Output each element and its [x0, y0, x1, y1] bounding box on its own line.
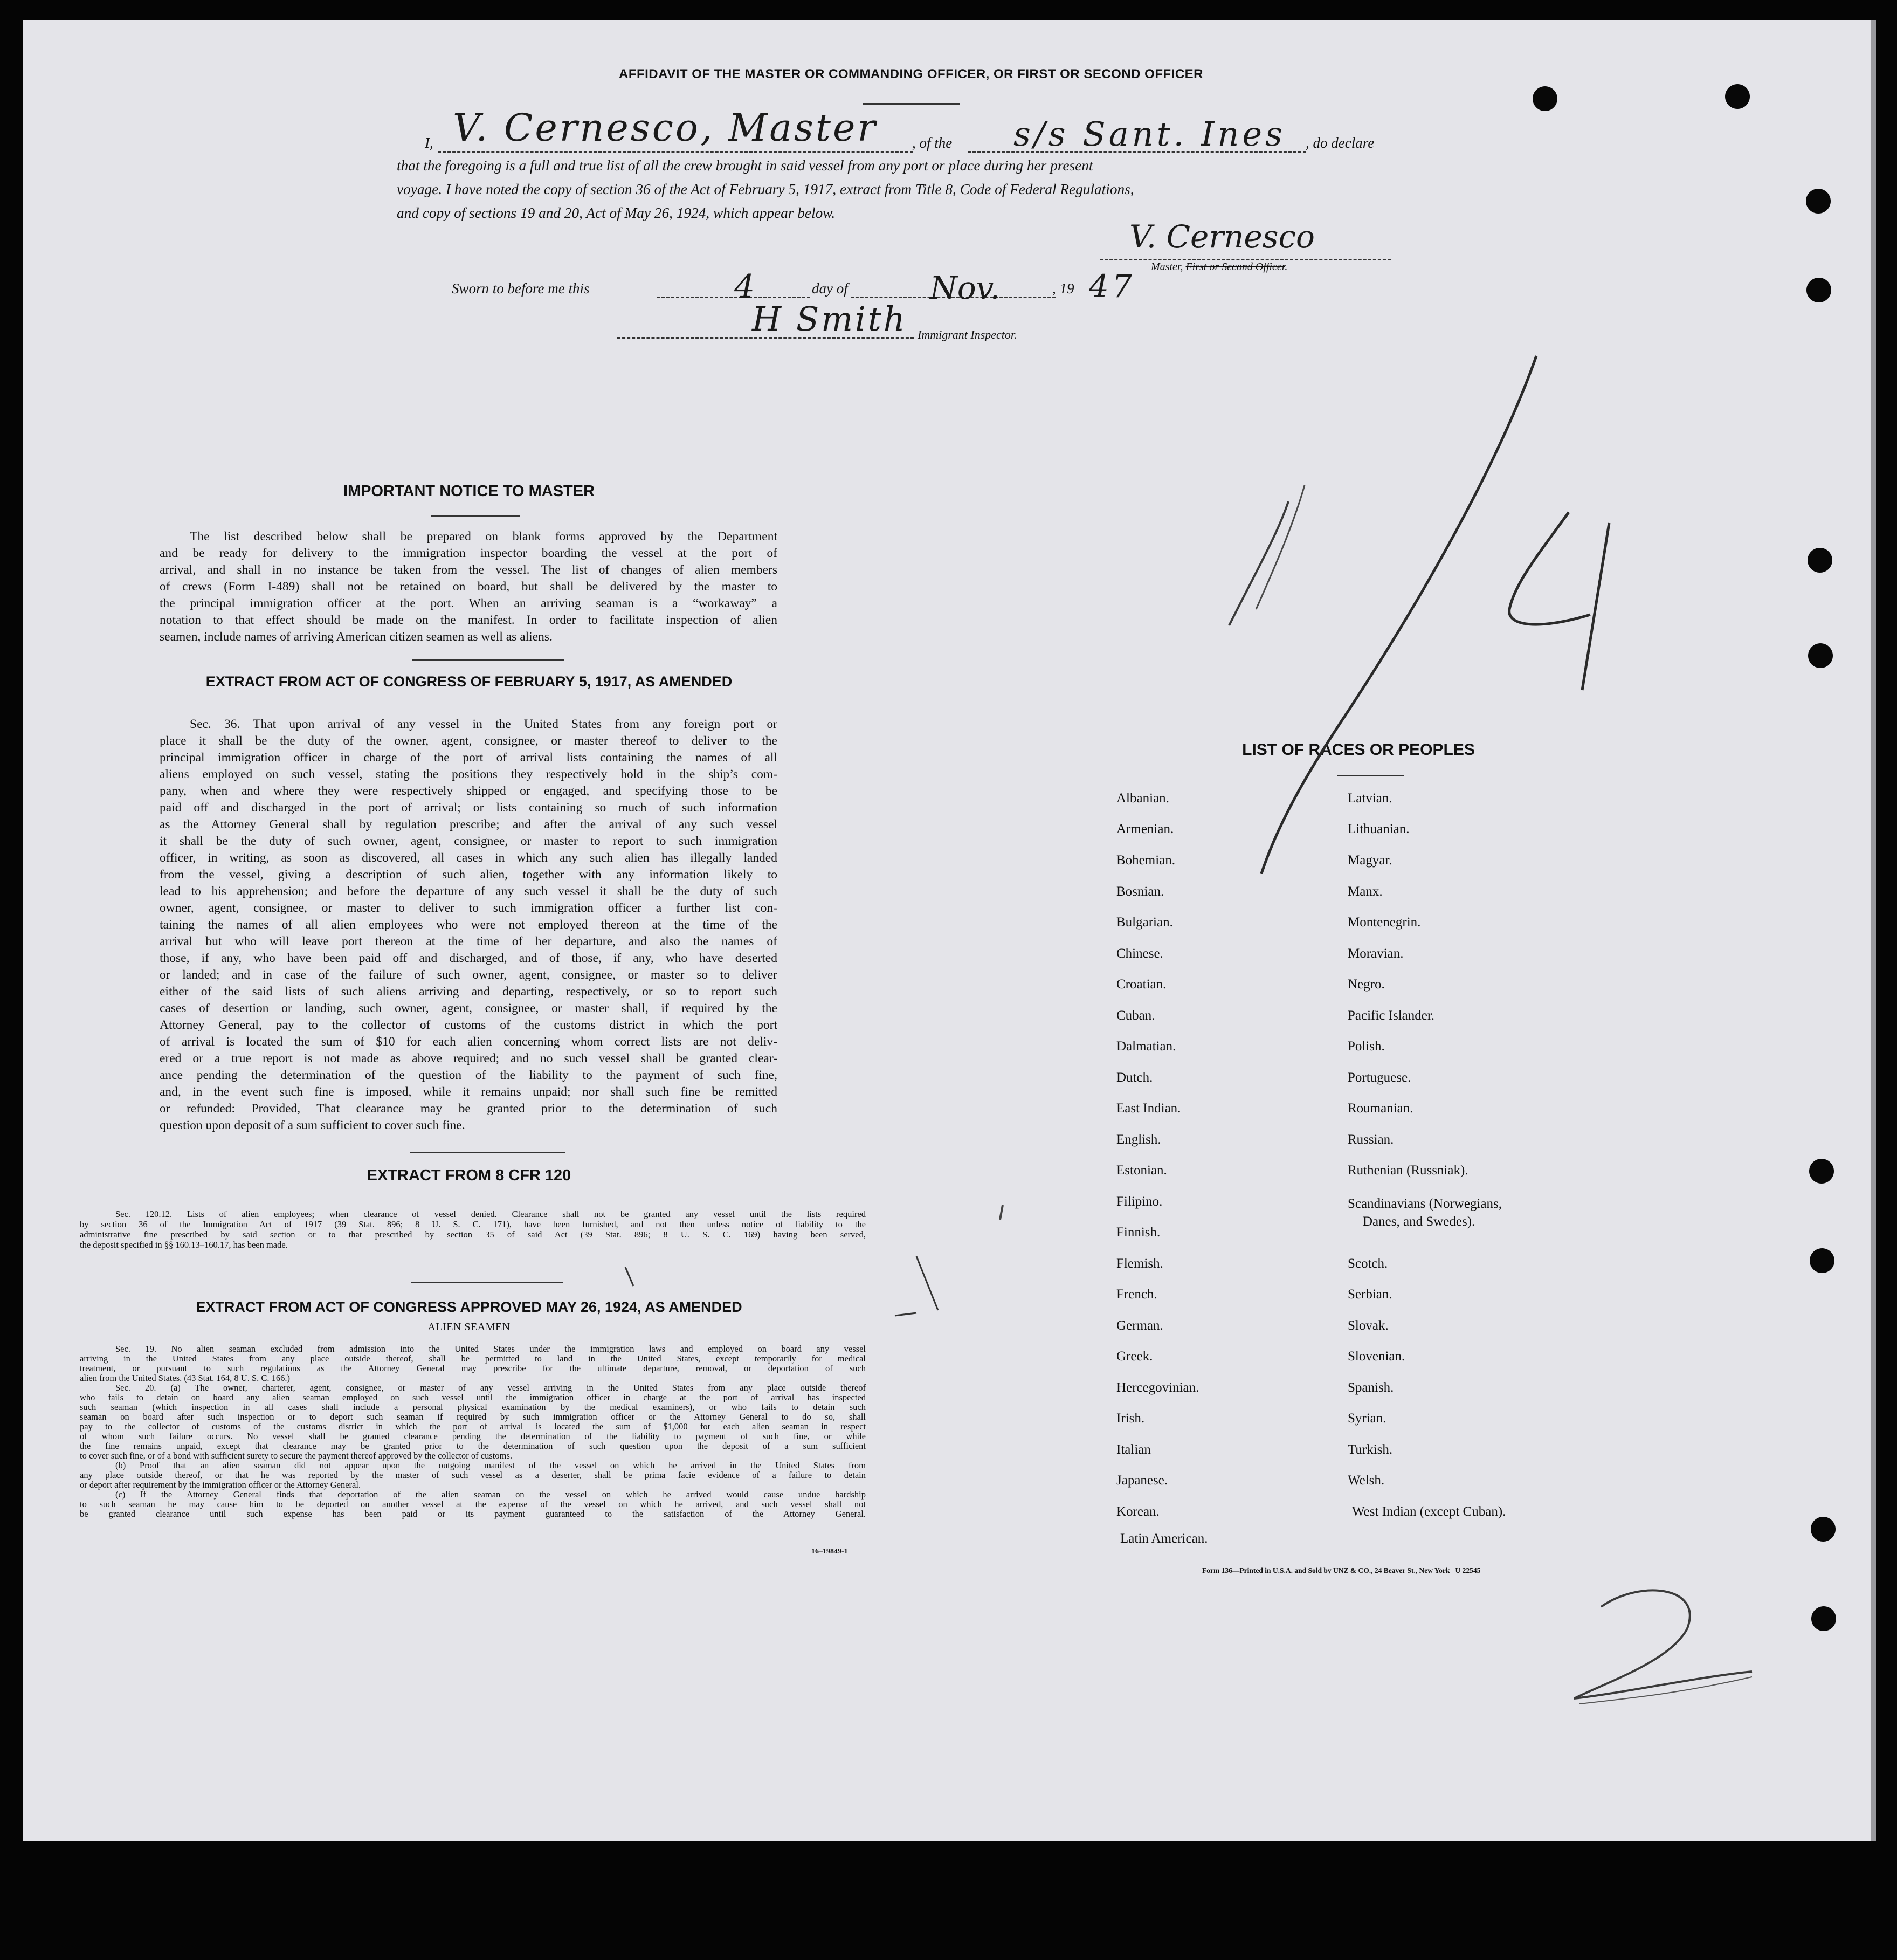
- act-1917-line: of arrival is located the sum of $10 for each alien concerning whom correct lists are not deliv-: [160, 1035, 777, 1049]
- signature-caption-struck: First or Second Officer: [1185, 261, 1285, 273]
- act-1924-line: or deport after requirement by the immigration officer or the Attorney General.: [80, 1480, 361, 1490]
- affidavit-of-the: , of the: [912, 135, 953, 151]
- affidavit-body-line2: voyage. I have noted the copy of section 36 of the Act of February 5, 1917, extract from Title 8, Code of Federal Regulations,: [397, 181, 1134, 197]
- race-item: Serbian.: [1348, 1287, 1392, 1302]
- race-item: Cuban.: [1116, 1008, 1155, 1023]
- race-item: Greek.: [1116, 1349, 1153, 1364]
- race-item: Slovenian.: [1348, 1349, 1405, 1364]
- act-1924-line: treatment, or pursuant to such regulations as the Attorney General may prescribe for the ultimate departure, removal, or deportation of such: [80, 1363, 866, 1373]
- act-1917-line: arrival but who will leave port thereon at the time of her departure, and also the names of: [160, 934, 777, 948]
- race-item: Armenian.: [1116, 822, 1174, 836]
- act-1924-line: (b) Proof that an alien seaman did not appear upon the outgoing manifest of the vessel on which he arrived in the United States from: [115, 1460, 866, 1470]
- act-1917-line: those, if any, who have been paid off and discharged, and of those, if any, who have deserted: [160, 951, 777, 965]
- act-1917-line: as the Attorney General shall by regulation prescribe; and after the arrival of any such vessel: [160, 817, 777, 831]
- race-item: Lithuanian.: [1348, 822, 1410, 836]
- sworn-prefix: Sworn to before me this: [452, 280, 590, 297]
- act-1917-line: ance pending the determination of the question of the liability to the payment of such fine,: [160, 1068, 777, 1082]
- act-1917-line: or landed; and in case of the failure of such owner, agent, consignee, or master so to deliver: [160, 968, 777, 982]
- notice-line: seamen, include names of arriving American citizen seamen as well as aliens.: [160, 630, 553, 644]
- act-1917-line: either of the said lists of such aliens arriving and departing, respectively, or so to report such: [160, 985, 777, 999]
- race-item: Irish.: [1116, 1411, 1145, 1426]
- race-item: French.: [1116, 1287, 1157, 1302]
- act-1917-line: question upon deposit of a sum sufficient to cover such fine.: [160, 1118, 465, 1132]
- act-1917-line: from the vessel, giving a description of such alien, together with any information likely to: [160, 868, 777, 882]
- inspector-signature: H Smith: [752, 299, 907, 339]
- race-item: Dutch.: [1116, 1070, 1153, 1085]
- act-1924-line: to cover such fine, or of a bond with sufficient surety to secure the payment thereof approved by the collector of customs.: [80, 1450, 512, 1461]
- race-item: Welsh.: [1348, 1473, 1385, 1488]
- race-item: Flemish.: [1116, 1256, 1163, 1271]
- race-item: Chinese.: [1116, 946, 1163, 961]
- month-handwritten: Nov.: [930, 270, 1000, 306]
- affidavit-body-line3: and copy of sections 19 and 20, Act of May 26, 1924, which appear below.: [397, 205, 836, 221]
- race-item: Scandinavians (Norwegians,: [1348, 1196, 1502, 1211]
- race-item: Portuguese.: [1348, 1070, 1411, 1085]
- race-item: Moravian.: [1348, 946, 1404, 961]
- act-1924-code: 16–19849-1: [811, 1548, 848, 1556]
- race-item: Bohemian.: [1116, 853, 1176, 868]
- cfr-line: Sec. 120.12. Lists of alien employees; when clearance of vessel denied. Clearance shall not be granted any vessel until the lists required: [115, 1209, 866, 1219]
- act-1917-line: it shall be the duty of such owner, agent, consignee, or master to report to such immigration: [160, 834, 777, 848]
- act-1917-line: and, in the event such fine is imposed, while it remains unpaid; nor shall such fine be remitted: [160, 1085, 777, 1099]
- cfr-line: administrative fine prescribed by said section or to that prescribed by section 35 of said Act (39 Stat. 896; 8 U. S. C. 169) having been served,: [80, 1229, 866, 1240]
- notice-line: of crews (Form I-489) shall not be retained on board, but shall be delivered by the master to: [160, 580, 777, 594]
- act-1917-line: owner, agent, consignee, or master to deliver to such immigration officer a further list con-: [160, 901, 777, 915]
- act-1924-line: Sec. 19. No alien seaman excluded from admission into the United States under the immigration laws and employed on board any vessel: [115, 1344, 866, 1354]
- act-1924-line: seaman on board after such inspection or to deport such seaman if required by such immigration officer or the Attorney General to do so, shall: [80, 1412, 866, 1422]
- race-item: Italian: [1116, 1442, 1151, 1457]
- race-item: Danes, and Swedes).: [1363, 1214, 1475, 1229]
- race-item: Finnish.: [1116, 1225, 1161, 1240]
- act-1924-title: EXTRACT FROM ACT OF CONGRESS APPROVED MAY 26, 1924, AS AMENDED: [196, 1299, 742, 1315]
- race-item: Montenegrin.: [1348, 915, 1421, 930]
- act-1917-line: place it shall be the duty of the owner, agent, consignee, or master thereof to deliver to the: [160, 734, 777, 748]
- race-item: Pacific Islander.: [1348, 1008, 1435, 1023]
- race-item: Bosnian.: [1116, 884, 1164, 899]
- act-1917-line: lead to his apprehension; and before the departure of any such vessel it shall be the duty of such: [160, 884, 777, 898]
- cfr-title: EXTRACT FROM 8 CFR 120: [367, 1167, 571, 1184]
- race-item: Filipino.: [1116, 1194, 1163, 1209]
- race-item: Bulgarian.: [1116, 915, 1173, 930]
- race-item: Hercegovinian.: [1116, 1380, 1199, 1395]
- race-item: Roumanian.: [1348, 1101, 1413, 1116]
- act-1917-title: EXTRACT FROM ACT OF CONGRESS OF FEBRUARY 5, 1917, AS AMENDED: [205, 673, 733, 690]
- race-item: Dalmatian.: [1116, 1039, 1176, 1054]
- race-item: Scotch.: [1348, 1256, 1388, 1271]
- notice-line: The list described below shall be prepared on blank forms approved by the Department: [190, 529, 777, 544]
- affidavit-title: AFFIDAVIT OF THE MASTER OR COMMANDING OFFICER, OR FIRST OR SECOND OFFICER: [618, 67, 1204, 81]
- act-1924-subtitle: ALIEN SEAMEN: [427, 1321, 511, 1333]
- act-1924-line: pay to the collector of customs of the customs district in which the port of arrival is located the sum of $1,000 for each alien seaman in respect: [80, 1421, 866, 1432]
- act-1917-line: principal immigration officer in charge of the port of arrival lists containing the names of all: [160, 751, 777, 765]
- master-signature: V. Cernesco: [1129, 218, 1315, 255]
- master-name-handwritten: V. Cernesco, Master: [453, 106, 878, 150]
- act-1924-line: alien from the United States. (43 Stat. 164, 8 U. S. C. 166.): [80, 1373, 290, 1383]
- cfr-line: the deposit specified in §§ 160.13–160.17, has been made.: [80, 1240, 288, 1250]
- act-1924-line: (c) If the Attorney General finds that deportation of the alien seaman on the vessel on which he arrived would cause undue hardship: [115, 1489, 866, 1500]
- act-1917-line: cases of desertion or landing, such owner, agent, consignee, or master shall, if required by the: [160, 1001, 777, 1015]
- race-item: Estonian.: [1116, 1163, 1167, 1178]
- race-item: Russian.: [1348, 1132, 1394, 1147]
- sworn-year-prefix: , 19: [1052, 280, 1074, 297]
- act-1917-line: officer, in writing, as soon as discovered, all cases in which any such alien has illegally landed: [160, 851, 777, 865]
- race-item: Latin American.: [1120, 1531, 1208, 1546]
- inspector-caption: Immigrant Inspector.: [918, 328, 1017, 341]
- cfr-line: by section 36 of the Immigration Act of 1917 (39 Stat. 896; 8 U. S. C. 171), have been furnished, and not then unless notice of liability to the: [80, 1219, 866, 1229]
- notice-line: notation to that effect should be made on the manifest. In order to facilitate inspection of alien: [160, 613, 777, 627]
- race-item: Albanian.: [1116, 791, 1169, 806]
- race-item: Slovak.: [1348, 1318, 1389, 1333]
- act-1924-line: such seaman (which inspection in all cases shall include a personal physical examination by the medical examiners), or who fails to detain such: [80, 1402, 866, 1412]
- act-1917-line: paid off and discharged in the port of arrival; or lists containing so much of such information: [160, 801, 777, 815]
- form-footer: Form 136—Printed in U.S.A. and Sold by UNZ & CO., 24 Beaver St., New York U 22545: [1202, 1566, 1481, 1574]
- act-1917-line: or refunded: Provided, That clearance may be granted prior to the determination of such: [160, 1102, 777, 1116]
- race-item: German.: [1116, 1318, 1163, 1333]
- sworn-day-of: day of: [812, 280, 848, 297]
- day-handwritten: 4: [734, 268, 755, 306]
- act-1917-line: taining the names of all alien employees who were not employed thereon at the time of the: [160, 918, 777, 932]
- act-1924-line: any place outside thereof, or that he was reported by the master of such vessel as a deserter, shall be prima facie evidence of a failure to detain: [80, 1470, 866, 1480]
- race-item: English.: [1116, 1132, 1161, 1147]
- race-item: West Indian (except Cuban).: [1352, 1504, 1506, 1519]
- act-1917-line: ered or a true report is not made as above required; and no such vessel shall be granted clear-: [160, 1051, 777, 1065]
- act-1917-line: aliens employed on such vessel, stating the positions they respectively hold in the ship’s com-: [160, 767, 777, 781]
- act-1917-line: Attorney General, pay to the collector of customs of the customs district in which the port: [160, 1018, 777, 1032]
- affidavit-body-line1: that the foregoing is a full and true list of all the crew brought in said vessel from any port or place during her present: [397, 157, 1093, 174]
- race-item: Latvian.: [1348, 791, 1392, 806]
- year-handwritten: 47: [1089, 268, 1135, 305]
- act-1924-line: arriving in the United States from any place outside thereof, shall be permitted to land in the United States, except temporarily for medical: [80, 1353, 866, 1364]
- race-item: Negro.: [1348, 977, 1385, 992]
- notice-line: arrival, and shall in no instance be taken from the vessel. The list of changes of alien members: [160, 563, 777, 577]
- races-title: LIST OF RACES OR PEOPLES: [1242, 741, 1475, 759]
- signature-caption-master: Master,: [1151, 261, 1186, 273]
- signature-caption-end: .: [1285, 261, 1288, 273]
- notice-title: IMPORTANT NOTICE TO MASTER: [343, 483, 595, 500]
- race-item: Korean.: [1116, 1504, 1160, 1519]
- affidavit-pre-name: I,: [425, 135, 433, 151]
- race-item: Croatian.: [1116, 977, 1167, 992]
- race-item: Magyar.: [1348, 853, 1392, 868]
- page-number-mark: [1590, 1596, 1591, 1597]
- act-1924-line: who fails to detain on board any alien seaman employed on such vessel until the immigration officer in charge at the port of arrival has inspected: [80, 1392, 866, 1402]
- act-1924-line: Sec. 20. (a) The owner, charterer, agent, consignee, or master of any vessel arriving in the United States from any place outside thereof: [115, 1383, 866, 1393]
- race-item: Polish.: [1348, 1039, 1385, 1054]
- race-item: Ruthenian (Russniak).: [1348, 1163, 1468, 1178]
- race-item: Turkish.: [1348, 1442, 1393, 1457]
- race-item: East Indian.: [1116, 1101, 1181, 1116]
- notice-line: and be ready for delivery to the immigration inspector boarding the vessel at the port of: [160, 546, 777, 560]
- notice-line: the principal immigration officer at the port. When an arriving seaman is a “workaway” a: [160, 596, 777, 610]
- vessel-name-handwritten: s/s Sant. Ines: [1013, 114, 1286, 154]
- race-item: Syrian.: [1348, 1411, 1386, 1426]
- act-1924-line: of whom such failure occurs. No vessel shall be granted clearance pending the determination of the liability to payment of such fine, or while: [80, 1431, 866, 1441]
- act-1917-line: pany, when and where they were respectively shipped or engaged, and specifying those to be: [160, 784, 777, 798]
- large-mark-text: 1/4: [0, 0, 1, 1]
- affidavit-do-declare: , do declare: [1306, 135, 1375, 151]
- act-1924-line: the fine remains unpaid, except that clearance may be granted prior to the determination of such question upon the deposit of a sum sufficient: [80, 1441, 866, 1451]
- act-1924-line: be granted clearance until such expense has been paid or its payment guaranteed to the satisfaction of the Attorney General.: [80, 1509, 866, 1519]
- race-item: Manx.: [1348, 884, 1383, 899]
- race-item: Spanish.: [1348, 1380, 1394, 1395]
- race-item: Japanese.: [1116, 1473, 1168, 1488]
- act-1924-line: to such seaman he may cause him to be deported on another vessel at the expense of the vessel on which he arrived, and such vessel shall not: [80, 1499, 866, 1509]
- act-1917-line: Sec. 36. That upon arrival of any vessel in the United States from any foreign port or: [190, 717, 777, 731]
